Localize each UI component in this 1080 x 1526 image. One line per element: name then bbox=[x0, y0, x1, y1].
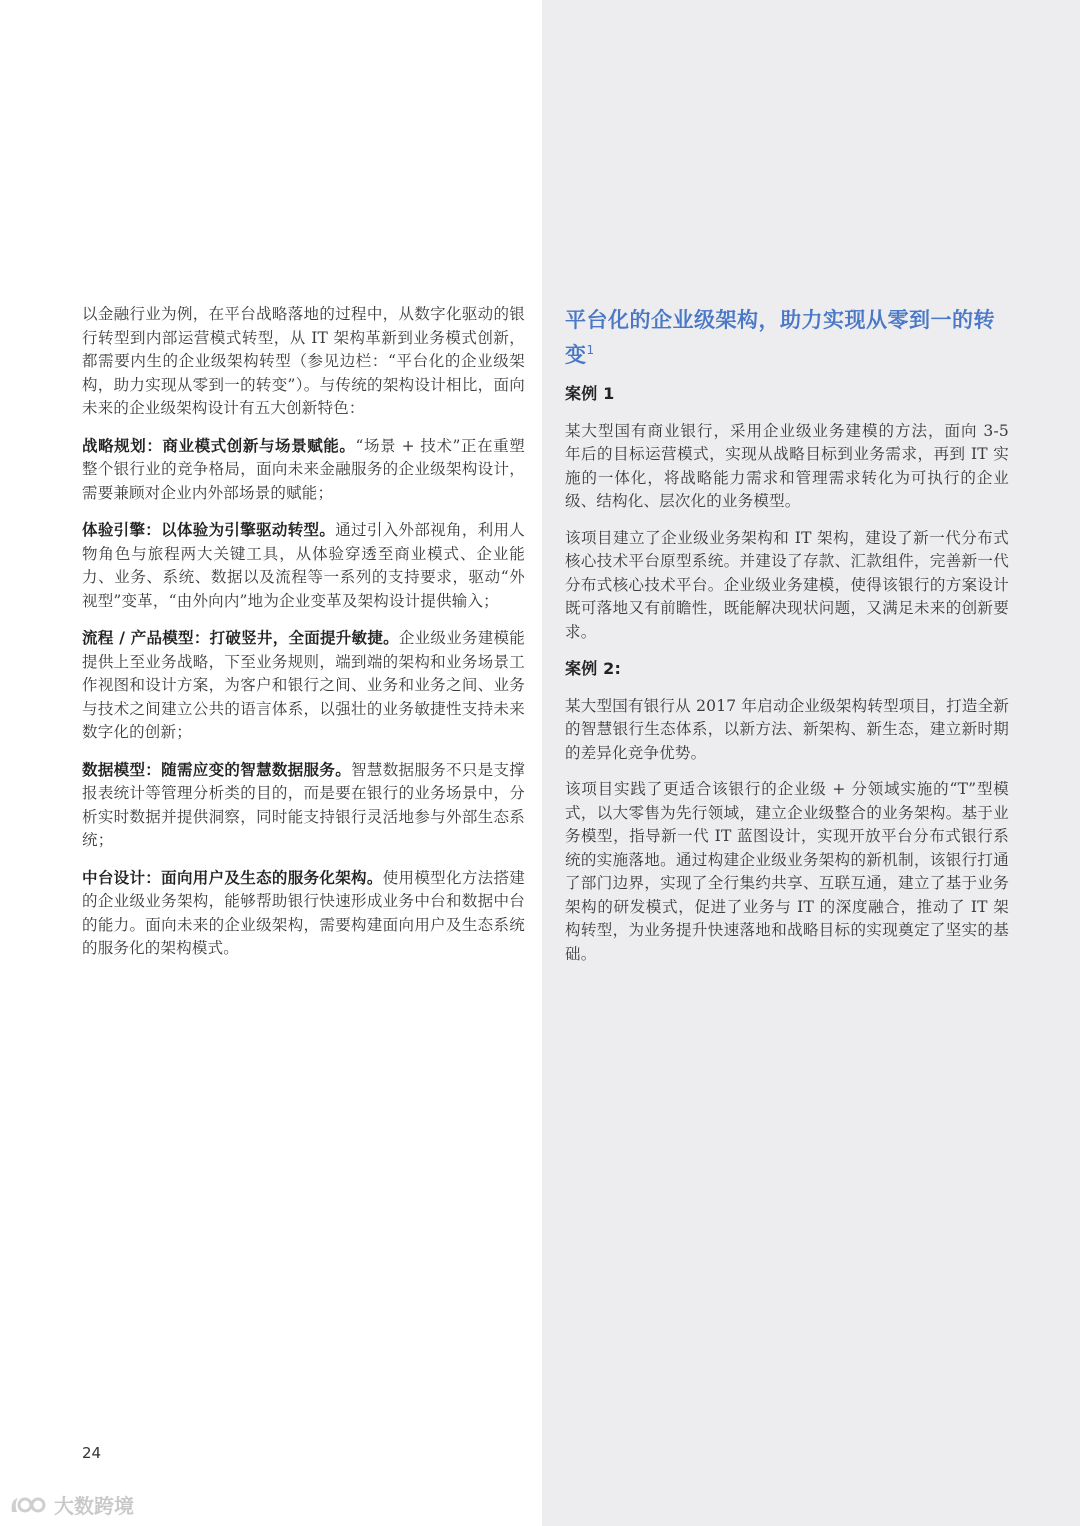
feature-paragraph-data-model bbox=[82, 758, 525, 853]
feature-body: 使用模型化方法搭建的企业级业务架构，能够帮助银行快速形成业务中台和数据中台的能力。面向未来的企业级架构，需要构建面向用户及生态系统的服务化的架构模式。 bbox=[82, 868, 525, 957]
page-number: 24 bbox=[82, 1444, 102, 1462]
watermark bbox=[8, 1490, 134, 1519]
case-2-paragraph: 某大型国有银行从 2017 年启动企业级架构转型项目，打造全新的智慧银行生态体系，以新方法、新架构、新生态，建立新时期的差异化竞争优势。 bbox=[565, 696, 1009, 762]
footnote-marker: 1 bbox=[586, 343, 595, 357]
main-column bbox=[82, 303, 525, 974]
case-1-paragraph: 某大型国有商业银行，采用企业级业务建模的方法，面向 3-5 年后的目标运营模式，实现从战略目标到业务需求，再到 IT 实施的一体化，将战略能力需求和管理需求转化为可执行的企业级、结构化、层次化的业务模型。 bbox=[565, 421, 1009, 510]
case-1-paragraph: 该项目建立了企业级业务架构和 IT 架构，建设了新一代分布式核心技术平台原型系统。并建设了存款、汇款组件，完善新一代分布式核心技术平台。企业级业务建模，使得该银行的方案设计既可落地又有前瞻性，既能解决现状问题，又满足未来的创新要求。 bbox=[565, 528, 1009, 641]
feature-body: “场景 + 技术”正在重塑整个银行业的竞争格局，面向未来金融服务的企业级架构设计，需要兼顾对企业内外部场景的赋能； bbox=[82, 436, 526, 502]
case-2-label: 案例 2: bbox=[565, 659, 622, 678]
case-2-paragraph: 该项目实践了更适合该银行的企业级 + 分领域实施的“T”型模式，以大零售为先行领域，建立企业级整合的业务架构。基于业务模型，指导新一代 IT 蓝图设计，实现开放平台分布式银行系统的实施落地。通过构建企业级业务架构的新机制，该银行打通了部门边界，实现了全行集约共享、互联互通，建立了基于业务架构的研发模式，促进了业务与 IT 的深度融合，推动了 IT 架构转型，为业务提升快速落地和战略目标的实现奠定了坚实的基础。 bbox=[565, 780, 1009, 963]
feature-paragraph-experience bbox=[82, 518, 525, 613]
watermark-text: 大数跨境 bbox=[54, 1494, 134, 1518]
feature-paragraph-middle-platform bbox=[82, 866, 525, 961]
feature-heading: 数据模型：随需应变的智慧数据服务。 bbox=[82, 759, 352, 779]
feature-heading: 中台设计：面向用户及生态的服务化架构。 bbox=[82, 867, 383, 887]
feature-heading: 战略规划：商业模式创新与场景赋能。 bbox=[82, 435, 356, 455]
case-1-label: 案例 1 bbox=[565, 384, 615, 403]
intro-paragraph: 以金融行业为例，在平台战略落地的过程中，从数字化驱动的银行转型到内部运营模式转型，从 IT 架构革新到业务模式创新，都需要内生的企业级架构转型（参见边栏：“平台化的企业级架构，助力实现从零到一的转变”）。与传统的架构设计相比，面向未来的企业级架构设计有五大创新特色： bbox=[82, 305, 525, 417]
feature-heading: 体验引擎：以体验为引擎驱动转型。 bbox=[82, 520, 336, 539]
watermark-logo-icon bbox=[8, 1492, 48, 1518]
feature-paragraph-strategy bbox=[82, 434, 525, 506]
feature-paragraph-process-product bbox=[82, 626, 525, 745]
sidebar-title-text: 平台化的企业级架构，助力实现从零到一的转变 bbox=[565, 307, 995, 367]
feature-body: 企业级业务建模能提供上至业务战略，下至业务规则，端到端的架构和业务场景工作视图和设计方案，为客户和银行之间、业务和业务之间、业务与技术之间建立公共的语言体系，以强壮的业务敏捷性支持未来数字化的创新； bbox=[82, 629, 525, 741]
sidebar-title bbox=[565, 305, 1009, 370]
feature-body: 通过引入外部视角，利用人物角色与旅程两大关键工具，从体验穿透至商业模式、企业能力、业务、系统、数据以及流程等一系列的支持要求，驱动“外视型”变革，“由外向内”地为企业变革及架构设计提供输入； bbox=[82, 521, 526, 610]
feature-body: 智慧数据服务不只是支撑报表统计等管理分析类的目的，而是要在银行的业务场景中，分析实时数据并提供洞察，同时能支持银行灵活地参与外部生态系统； bbox=[82, 760, 526, 849]
feature-heading: 流程 / 产品模型：打破竖井，全面提升敏捷。 bbox=[82, 628, 399, 647]
sidebar-column bbox=[565, 305, 1009, 979]
